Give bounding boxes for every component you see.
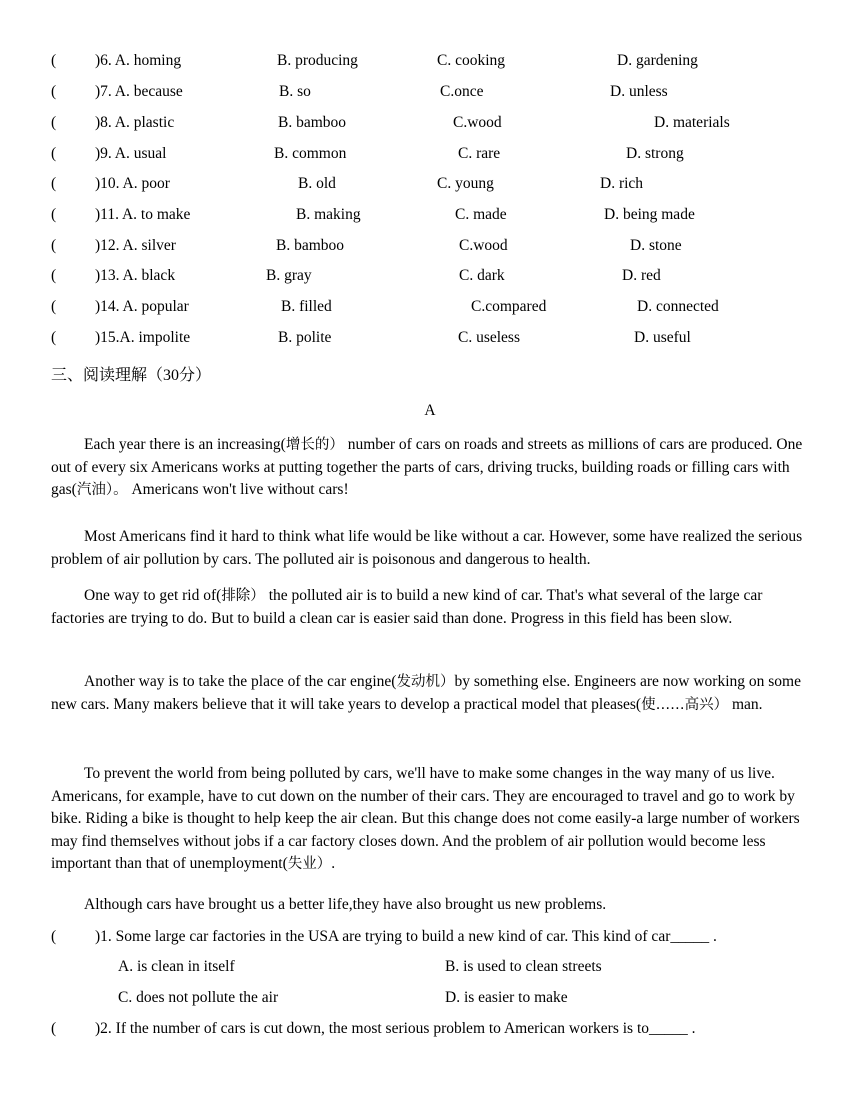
option-d: D. useful <box>634 329 691 346</box>
answer-paren[interactable]: ( <box>51 206 57 223</box>
option-c: C. useless <box>458 329 520 346</box>
q1-option-d: D. is easier to make <box>445 989 568 1006</box>
option-a: )7. A. because <box>95 83 183 100</box>
option-c: C. dark <box>459 267 505 284</box>
passage-label: A <box>424 402 436 419</box>
option-a: )11. A. to make <box>95 206 191 223</box>
question-text: )2. If the number of cars is cut down, the most serious problem to American workers is to_____ . <box>95 1020 696 1037</box>
option-d: D. red <box>622 267 661 284</box>
option-b: B. making <box>296 206 361 223</box>
option-c: C.wood <box>459 237 508 254</box>
option-d: D. materials <box>654 114 730 131</box>
option-b: B. bamboo <box>278 114 347 131</box>
answer-paren[interactable]: ( <box>51 114 57 131</box>
cloze-row-6 <box>51 49 831 73</box>
option-b: B. gray <box>266 267 312 284</box>
answer-paren[interactable]: ( <box>51 83 57 100</box>
cloze-row-7 <box>51 80 831 104</box>
option-a: )9. A. usual <box>95 145 167 162</box>
cloze-row-9 <box>51 142 831 166</box>
section-heading: 三、阅读理解（30分） <box>51 365 212 384</box>
answer-paren[interactable]: ( <box>51 175 57 192</box>
cloze-row-14 <box>51 295 831 319</box>
cloze-row-8 <box>51 111 831 135</box>
answer-paren[interactable]: ( <box>51 329 57 346</box>
option-c: C.once <box>440 83 484 100</box>
answer-paren[interactable]: ( <box>51 298 57 315</box>
option-c: C. made <box>455 206 507 223</box>
answer-paren[interactable]: ( <box>51 267 57 284</box>
option-d: D. gardening <box>617 52 698 69</box>
option-d: D. strong <box>626 145 684 162</box>
option-a: )10. A. poor <box>95 175 170 192</box>
option-b: B. so <box>279 83 311 100</box>
paragraph-1: Each year there is an increasing(增长的） number of cars on roads and streets as millions of cars are produced. One out of every six Americans works at putting together the parts of cars, driving trucks, building roads or filling cars with gas(汽油）。 Americans won't live without cars! <box>51 436 803 498</box>
cloze-row-11 <box>51 203 831 227</box>
option-b: B. common <box>274 145 347 162</box>
cloze-row-12 <box>51 234 831 258</box>
option-a: )14. A. popular <box>95 298 189 315</box>
option-b: B. polite <box>278 329 332 346</box>
cloze-row-10 <box>51 172 831 196</box>
option-b: B. old <box>298 175 336 192</box>
option-a: )12. A. silver <box>95 237 176 254</box>
paragraph-5: To prevent the world from being polluted by cars, we'll have to make some changes in the way many of us live. Americans, for example, have to cut down on the number of their cars. They are encouraged to travel and go to work by bike. Riding a bike is thought to help keep the air clean. But this change does not come easily-a large number of workers may find themselves without jobs if a car factory closes down. And the problem of air pollution would become less important than that of unemployment(失业）. <box>51 765 800 872</box>
option-c: C.wood <box>453 114 502 131</box>
cloze-row-13 <box>51 264 831 288</box>
answer-paren[interactable]: ( <box>51 237 57 254</box>
option-a: )8. A. plastic <box>95 114 175 131</box>
answer-paren[interactable]: ( <box>51 1020 57 1037</box>
option-b: B. filled <box>281 298 332 315</box>
answer-paren[interactable]: ( <box>51 928 57 945</box>
paragraph-3: One way to get rid of(排除） the polluted air is to build a new kind of car. That's what several of the large car factories are trying to do. But to build a clean car is easier said than done. Progress in this field has been slow. <box>51 587 763 627</box>
answer-paren[interactable]: ( <box>51 52 57 69</box>
paragraph-2: Most Americans find it hard to think what life would be like without a car. However, some have realized the serious problem of air pollution by cars. The polluted air is poisonous and dangerous to health. <box>51 528 803 568</box>
paragraph-4: Another way is to take the place of the car engine(发动机）by something else. Engineers are now working on some new cars. Many makers believe that it will take years to develop a practical model that pleases(使……高兴） man. <box>51 673 801 713</box>
cloze-row-15 <box>51 326 831 350</box>
option-d: D. rich <box>600 175 644 192</box>
option-c: C. rare <box>458 145 501 162</box>
option-b: B. bamboo <box>276 237 345 254</box>
q1-option-c: C. does not pollute the air <box>118 989 279 1006</box>
option-c: C. young <box>437 175 494 192</box>
option-d: D. unless <box>610 83 668 100</box>
option-a: )13. A. black <box>95 267 176 284</box>
option-d: D. stone <box>630 237 682 254</box>
question-text: )1. Some large car factories in the USA are trying to build a new kind of car. This kind of car_____ . <box>95 928 717 945</box>
option-d: D. being made <box>604 206 695 223</box>
paragraph-6: Although cars have brought us a better life,they have also brought us new problems. <box>84 896 607 913</box>
answer-paren[interactable]: ( <box>51 145 57 162</box>
option-a: )6. A. homing <box>95 52 182 69</box>
option-b: B. producing <box>277 52 358 69</box>
q1-option-a: A. is clean in itself <box>118 958 235 975</box>
q1-option-b: B. is used to clean streets <box>445 958 602 975</box>
option-c: C.compared <box>471 298 547 315</box>
option-c: C. cooking <box>437 52 506 69</box>
option-d: D. connected <box>637 298 719 315</box>
option-a: )15.A. impolite <box>95 329 191 346</box>
